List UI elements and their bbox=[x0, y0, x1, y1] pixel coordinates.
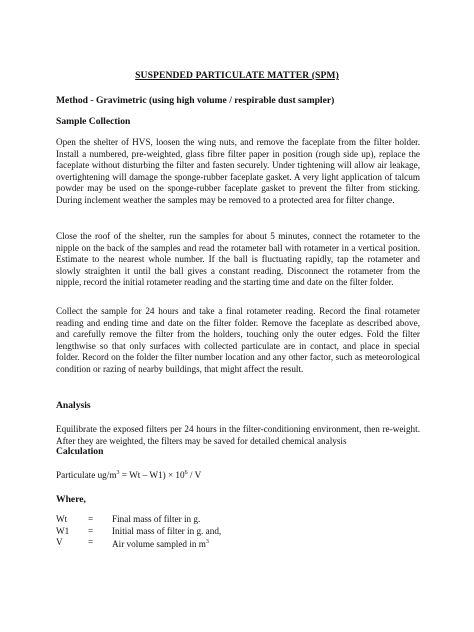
paragraph-2: Close the roof of the shelter, run the samples for about 5 minutes, connect the rotameter to the nipple on the back of the samples and read the rotameter ball with rotameter in a vertical position. Estimate to the nearest whole number. If the ball is fluctuating rapidly, tap the rotameter and slowly straighten it until the ball gives a constant reading. Disconnect the rotameter from the nipple, record the initial rotameter reading and the starting time and date on the filter folder. bbox=[56, 231, 420, 288]
definition-text-main: Air volume sampled in m bbox=[112, 539, 206, 550]
analysis-block bbox=[56, 424, 420, 447]
calculation-heading: Calculation bbox=[56, 446, 104, 457]
definition-equals: = bbox=[88, 537, 94, 548]
formula-suffix: / V bbox=[187, 470, 202, 481]
definition-symbol: W1 bbox=[56, 525, 70, 536]
definition-text-sup: 3 bbox=[205, 539, 209, 546]
paragraph-3-block bbox=[56, 306, 420, 376]
paragraph-1: Open the shelter of HVS, loosen the wing nuts, and remove the faceplate from the filter holder. Install a numbered, pre-weighted, glass fibre filter paper in position (rough side up), replace the faceplate without disturbing the filter and fasten securely. Under tightening will allow air leakage, overtightening will damage the sponge-rubber faceplate gasket. A very light application of talcum powder may be used on the sponge-rubber faceplate gasket to prevent the filter from sticking. During inclement weather the samples may be removed to a protected area for filter change. bbox=[56, 137, 420, 205]
definition-text: Initial mass of filter in g. and, bbox=[112, 525, 222, 536]
definition-symbol: Wt bbox=[56, 514, 68, 524]
formula-prefix: Particulate ug/m bbox=[56, 470, 117, 481]
definition-row bbox=[56, 526, 420, 538]
definition-text bbox=[112, 537, 209, 551]
definition-text: Final mass of filter in g. bbox=[112, 514, 201, 524]
method-heading: Method - Gravimetric (using high volume / respirable dust sampler) bbox=[56, 95, 335, 106]
analysis-text: Equilibrate the exposed filters per 24 hours in the filter-conditioning environment, then re-weight. After they are weighted, the filters may be saved for detailed chemical analysis bbox=[56, 424, 420, 446]
formula-middle: = Wt – W1) × 10 bbox=[119, 470, 185, 481]
paragraph-1-block bbox=[56, 137, 420, 207]
sample-collection-heading: Sample Collection bbox=[56, 116, 131, 127]
where-heading: Where, bbox=[56, 494, 86, 505]
formula bbox=[56, 468, 420, 482]
formula-middle-sup: 6 bbox=[184, 470, 188, 476]
definition-equals: = bbox=[88, 514, 94, 524]
analysis-heading: Analysis bbox=[56, 400, 91, 411]
formula-prefix-sup: 3 bbox=[116, 470, 120, 476]
paragraph-3: Collect the sample for 24 hours and take a final rotameter reading. Record the final rotameter reading and ending time and date on the filter folder. Remove the faceplate as described above, and carefully remove the filter from the holders, touching only the outer edges. Fold the filter lengthwise so that only surfaces with collected particulate are in contact, and place in special folder. Record on the folder the filter number location and any other factor, such as meteorological condition or razing of nearby buildings, that might affect the result. bbox=[56, 306, 420, 374]
document-title: SUSPENDED PARTICULATE MATTER (SPM) bbox=[135, 70, 339, 81]
definition-row bbox=[56, 537, 420, 549]
definition-row bbox=[56, 514, 420, 526]
paragraph-2-block bbox=[56, 231, 420, 289]
definition-equals: = bbox=[88, 525, 94, 536]
definitions-list bbox=[56, 514, 420, 549]
definition-symbol: V bbox=[56, 537, 63, 548]
